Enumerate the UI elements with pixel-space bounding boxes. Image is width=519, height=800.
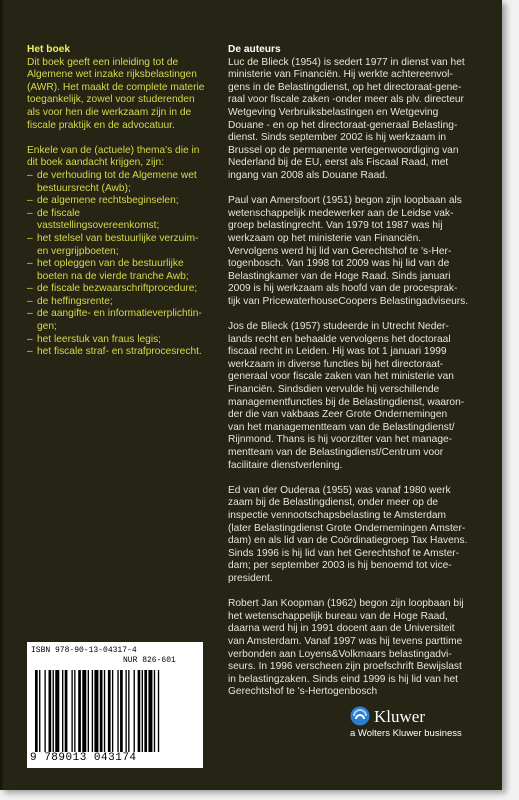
theme-line: boeten na de vierde tranche Awb; (37, 270, 189, 282)
theme-item (27, 283, 205, 296)
bio-line: inspectie vennootschapsbelasting te Amsterdam (228, 509, 447, 521)
barcode-bar (100, 670, 103, 752)
theme-item (27, 296, 205, 309)
barcode-bar (108, 670, 111, 752)
bio-line: werkzaam in diverse functies bij het directoraat- (228, 358, 444, 370)
bio-line: het wetenschappelijk bureau van de Hoge Raad, (228, 610, 448, 622)
theme-item (27, 170, 205, 195)
theme-line: bestuursrecht (Awb); (37, 182, 131, 194)
bio-line: Vervolgens werd hij lid van Gerechtshof te 's-Her- (228, 245, 452, 257)
bio-line: Luc de Blieck (1954) is sedert 1977 in dienst van het (228, 56, 465, 68)
isbn-barcode (27, 642, 203, 768)
barcode-bar (55, 670, 59, 752)
barcode-bar (158, 670, 159, 752)
bio-line: dienst. Sinds september 2002 is hij werkzaam in (228, 132, 447, 144)
barcode-bar (74, 670, 75, 752)
bio-line: groep belastingrecht. Van 1979 tot 1987 was hij (228, 220, 443, 232)
intro-line: Algemene wet inzake rijksbelastingen (27, 69, 197, 81)
theme-line: – de fiscale bezwaarschriftprocedure; (37, 283, 198, 295)
bio-line: facilitaire dienstverlening. (228, 459, 343, 471)
theme-line: – de verhouding tot de Algemene wet (37, 169, 197, 181)
barcode-bar (125, 670, 126, 752)
nur-code: NUR 826-601 (123, 656, 176, 665)
bio-line: lands recht en behaalde vervolgens het doctoraal (228, 333, 451, 345)
theme-line: – de fiscale vaststellingsovereenkomst; (37, 207, 160, 232)
barcode-bar (117, 670, 118, 752)
bio-line: Jos de Blieck (1957) studeerde in Utrecht Neder- (228, 321, 449, 333)
bio-line: in belastingzaken. Sinds eind 1999 is hij lid van het (228, 673, 458, 685)
barcode-bar (112, 670, 113, 752)
themes-list (27, 170, 205, 359)
theme-item (27, 308, 205, 333)
barcode-bar (82, 670, 86, 752)
barcode-bar (49, 670, 52, 752)
theme-line: en vergrijpboeten; (37, 245, 119, 257)
book-heading: Het boek (27, 44, 71, 55)
publisher-tagline: a Wolters Kluwer business (350, 728, 462, 739)
author-bio-jos-de-blieck (228, 321, 490, 472)
barcode-bar (39, 670, 40, 752)
theme-item (27, 334, 205, 347)
barcode-bar (35, 670, 38, 752)
theme-item (27, 208, 205, 233)
bio-line: daarna werd hij in 1991 docent aan de Universiteit (228, 623, 455, 635)
author-bio-ed-van-der-ouderaa (228, 485, 490, 586)
bio-line: Ed van der Ouderaa (1955) was vanaf 1980 werk (228, 484, 451, 496)
authors-column (228, 44, 490, 711)
barcode-bars (35, 670, 195, 752)
bio-line: ingang van 2008 als Douane Raad. (228, 169, 388, 181)
bio-line: Brussel op de permanente vertegenwoordiging van (228, 144, 459, 156)
publisher-name: Kluwer (374, 707, 425, 726)
bio-line: managementfuncties bij de Belastingdienst, waaron- (228, 396, 465, 408)
theme-item (27, 233, 205, 258)
isbn-number: ISBN 978-90-13-04317-4 (31, 646, 137, 655)
barcode-bar (78, 670, 81, 752)
barcode-bar (88, 670, 89, 752)
kluwer-logo-icon (350, 706, 370, 726)
author-bio-luc-de-blieck (228, 57, 490, 183)
barcode-bar (128, 670, 129, 752)
book-description-column (27, 44, 205, 359)
bio-line: werkzaam op het ministerie van Financiën. (228, 232, 422, 244)
bio-line: der die van vakbaas Zeer Grote Ondernemingen (228, 409, 448, 421)
bio-line: ministerie van Financiën. Hij werkte achtereenvol- (228, 69, 453, 81)
theme-line: gen; (37, 321, 57, 333)
bio-line: Gerechtshof te 's-Hertogenbosch (228, 686, 378, 698)
barcode-bar (92, 670, 93, 752)
bio-line: van Amsterdam. Vanaf 1997 was hij tevens parttime (228, 635, 463, 647)
theme-line: – het stelsel van bestuurlijke verzuim- (37, 232, 199, 244)
barcode-bar (134, 670, 135, 752)
bio-line: wetenschappelijk medewerker aan de Leidse vak- (228, 207, 454, 219)
barcode-bar (120, 670, 123, 752)
bio-line: raal voor fiscale zaken -onder meer als plv. directeur (228, 94, 464, 106)
bio-line: Douane - en op het directoraat-generaal Belasting- (228, 119, 458, 131)
intro-line: Dit boek geeft een inleiding tot de (27, 56, 179, 68)
barcode-bar (71, 670, 72, 752)
bio-line: Wetgeving Verbruiksbelastingen en Wetgeving (228, 106, 439, 118)
themes-intro (27, 145, 205, 170)
barcode-digits: 9 789013 043174 (30, 752, 137, 764)
theme-line: – de algemene rechtsbeginselen; (37, 195, 179, 207)
bio-line: Paul van Amersfoort (1951) begon zijn loopbaan als (228, 195, 462, 207)
bio-line: Nederland bij de EU, eerst als Fiscaal Raad, met (228, 157, 449, 169)
bio-line: seurs. In 1996 verscheen zijn proefschrift Bewijslast (228, 661, 462, 673)
bio-line: mentteam van de Belastingdienst/Centrum voor (228, 447, 444, 458)
theme-item (27, 346, 205, 359)
author-bio-robert-jan-koopman (228, 598, 490, 699)
theme-line: – het fiscale straf- en strafprocesrecht. (37, 346, 202, 358)
barcode-bar (138, 670, 141, 752)
barcode-bar (62, 670, 63, 752)
theme-item (27, 258, 205, 283)
theme-line: – de heffingsrente; (37, 295, 113, 307)
bio-line: Rijnmond. Thans is hij voorzitter van het manage- (228, 434, 453, 446)
barcode-bar (148, 670, 152, 752)
bio-line: zaam bij de Belastingdienst, onder meer op de (228, 497, 439, 509)
barcode-bar (104, 670, 105, 752)
intro-line: fiscale praktijk en de advocatuur. (27, 119, 175, 131)
publisher-logo (350, 704, 490, 744)
bio-line: Financiën. Sindsdien vervulde hij verschillende (228, 384, 440, 396)
bio-line: president. (228, 572, 273, 584)
barcode-bar (65, 670, 68, 752)
spine-shadow (0, 0, 4, 790)
bio-line: fiscaal recht in Leiden. Hij was tot 1 januari 1999 (228, 346, 447, 358)
bio-line: verbonden aan Loyens&Volkmaars belastingadvi- (228, 648, 452, 660)
book-intro (27, 57, 205, 133)
bio-line: gens in de Belastingdienst, op het directoraat-gene- (228, 81, 462, 93)
barcode-bar (154, 670, 155, 752)
bio-line: Belastingkamer van de Hoge Raad. Sinds januari (228, 270, 451, 282)
intro-line: als voor hen die werkzaam zijn in de (27, 106, 192, 118)
themes-intro-line: Enkele van de (actuele) thema's die in (27, 144, 200, 156)
barcode-bar (53, 670, 54, 752)
authors-heading: De auteurs (228, 44, 281, 55)
bio-line: van het managementteam van de Belastingdienst/ (228, 421, 455, 433)
bio-line: Sinds 1996 is hij lid van het Gerechtshof te Amster- (228, 547, 460, 559)
theme-line: – de aangifte- en informatieverplichtin- (37, 308, 202, 320)
bio-line: (later Belastingdienst Grote Ondernemingen Amster- (228, 522, 466, 534)
theme-item (27, 195, 205, 208)
bio-line: 2009 is hij werkzaam als hoofd van de procesprak- (228, 283, 458, 295)
bio-line: dam; per september 2003 is hij benoemd tot vice- (228, 560, 452, 572)
bio-line: togenbosch. Van 1998 tot 2009 was hij lid van de (228, 258, 450, 270)
author-bio-paul-van-amersfoort (228, 195, 490, 308)
theme-line: – het opleggen van de bestuurlijke (37, 258, 184, 270)
theme-line: – het leerstuk van fraus legis; (37, 333, 162, 345)
intro-line: toegankelijk, zowel voor studerenden (27, 94, 195, 106)
barcode-bar (94, 670, 98, 752)
barcode-bar (142, 670, 143, 752)
bio-line: dam) en als lid van de Coördinatiegroep Tax Havens. (228, 535, 468, 547)
intro-line: (AWR). Het maakt de complete materie (27, 81, 205, 93)
barcode-bar (144, 670, 147, 752)
barcode-bar (44, 670, 45, 752)
bio-line: tijk van PricewaterhouseCoopers Belastingadviseurs. (228, 295, 469, 307)
bio-line: Robert Jan Koopman (1962) begon zijn loopbaan bij (228, 598, 464, 610)
themes-intro-line: dit boek aandacht krijgen, zijn: (27, 157, 165, 169)
bio-line: generaal voor fiscale zaken van het ministerie van (228, 371, 454, 383)
